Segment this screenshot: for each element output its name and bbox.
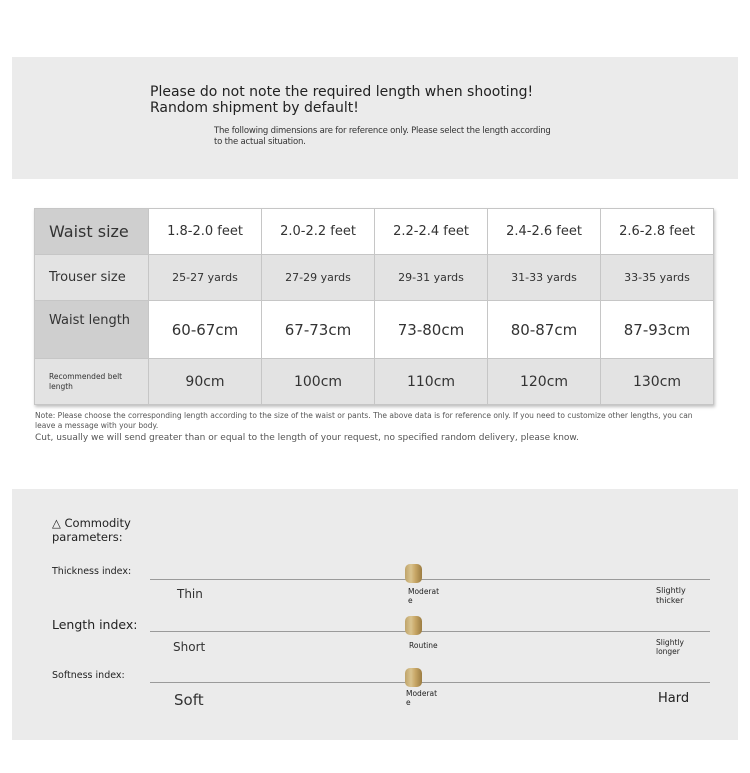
table-cell: 100cm [262, 359, 375, 405]
softness-index-label: Softness index: [52, 670, 125, 681]
table-row-waist-size [35, 209, 714, 255]
softness-right-label: Hard [658, 691, 690, 706]
table-cell: 29-31 yards [375, 255, 488, 301]
size-chart-table [34, 208, 714, 405]
notice-subline: The following dimensions are for reference only. Please select the length according to the actual situation. [214, 126, 551, 147]
softness-left-label: Soft [174, 691, 204, 709]
size-note: Note: Please choose the corresponding length according to the size of the waist or pants. The above data is for reference only. If you need to customize other lengths, you can leave a message with your body. [35, 411, 693, 430]
table-cell: 87-93cm [601, 301, 714, 359]
thickness-middle-label: Moderate [408, 587, 440, 605]
row-header: Waist length [35, 301, 149, 359]
table-cell: 31-33 yards [488, 255, 601, 301]
table-cell: 33-35 yards [601, 255, 714, 301]
softness-middle-label: Moderate [406, 689, 438, 707]
length-right-label: Slightly longer [656, 638, 684, 656]
table-row-belt-length [35, 359, 714, 405]
row-header: Trouser size [35, 255, 149, 301]
length-index-knob [405, 616, 422, 635]
table-row-trouser-size [35, 255, 714, 301]
table-cell: 80-87cm [488, 301, 601, 359]
table-cell: 2.0-2.2 feet [262, 209, 375, 255]
thickness-right-label: Slightly thicker [656, 586, 686, 605]
table-cell: 2.6-2.8 feet [601, 209, 714, 255]
softness-index-track [150, 682, 710, 683]
table-cell: 110cm [375, 359, 488, 405]
length-left-label: Short [173, 640, 206, 654]
table-cell: 130cm [601, 359, 714, 405]
thickness-index-knob [405, 564, 422, 583]
table-cell: 2.4-2.6 feet [488, 209, 601, 255]
delivery-note: Cut, usually we will send greater than or equal to the length of your request, no specified random delivery, please know. [35, 433, 579, 443]
notice-panel [12, 57, 738, 179]
table-cell: 67-73cm [262, 301, 375, 359]
thickness-index-track [150, 579, 710, 580]
length-middle-label: Routine [409, 641, 438, 650]
table-cell: 27-29 yards [262, 255, 375, 301]
row-header: Recommended belt length [35, 359, 149, 405]
thickness-index-label: Thickness index: [52, 566, 132, 577]
table-row-waist-length [35, 301, 714, 359]
row-header: Waist size [35, 209, 149, 255]
length-index-label: Length index: [52, 617, 138, 632]
table-cell: 60-67cm [149, 301, 262, 359]
notice-headline: Please do not note the required length when shooting! Random shipment by default! [150, 84, 534, 116]
table-cell: 90cm [149, 359, 262, 405]
softness-index-knob [405, 668, 422, 687]
parameters-title: △ Commodity parameters: [52, 516, 131, 544]
table-cell: 1.8-2.0 feet [149, 209, 262, 255]
table-cell: 25-27 yards [149, 255, 262, 301]
length-index-track [150, 631, 710, 632]
table-cell: 120cm [488, 359, 601, 405]
table-cell: 73-80cm [375, 301, 488, 359]
thickness-left-label: Thin [177, 587, 203, 601]
table-cell: 2.2-2.4 feet [375, 209, 488, 255]
